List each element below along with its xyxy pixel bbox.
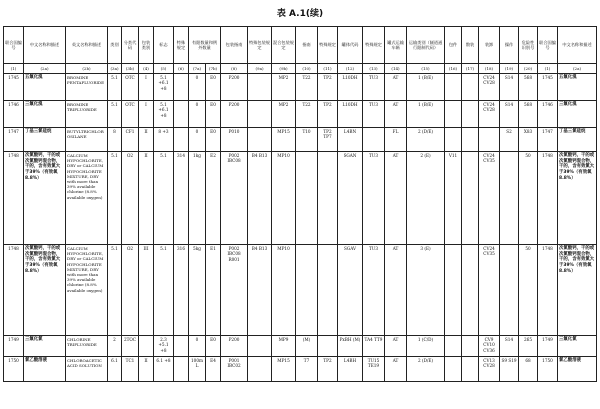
- cell-c10: T22: [296, 74, 318, 101]
- cell-c4: II: [139, 357, 154, 382]
- cell-c3b: O2: [122, 245, 139, 336]
- cell-un: 1748: [4, 245, 24, 336]
- cell-c9a: [248, 128, 272, 152]
- cell-c7a: 0: [189, 74, 206, 101]
- cell-en: BUTYLTRICHLOROSILANE: [66, 128, 108, 152]
- table-row: [4, 357, 597, 382]
- cell-c5: 5.1: [154, 152, 174, 245]
- cell-c8: P002 IBC08: [221, 152, 248, 245]
- cell-c16: [445, 245, 462, 336]
- cell-c17: [462, 128, 479, 152]
- cell-cn: 次氯酸钙，干的或次氯酸钙混合物，干的，含有效氯大于39%（有效氧8.8%）: [24, 245, 66, 336]
- header-pack-special: 特殊包装规定: [248, 27, 272, 64]
- cell-c17: [462, 74, 479, 101]
- cell-c14: AT: [385, 357, 407, 382]
- cell-c7a: 0: [189, 128, 206, 152]
- cell-c16: [445, 101, 462, 128]
- cell-en: BROMINE PENTAFLUORIDE: [66, 74, 108, 101]
- cell-c5: 8 +3: [154, 128, 174, 152]
- cell-c17: [462, 245, 479, 336]
- cell-c3b: 2TOC: [122, 336, 139, 357]
- cell-c5: 6.1 +8: [154, 357, 174, 382]
- cell-c5: 5.1: [154, 245, 174, 336]
- cell-c1b: 1745: [538, 74, 558, 101]
- cell-c2b: 三氟化溴: [558, 101, 597, 128]
- cell-c12: L4BN: [338, 128, 363, 152]
- cell-c12: L4BH: [338, 357, 363, 382]
- cell-cn: 五氟化溴: [24, 74, 66, 101]
- cell-c16: [445, 336, 462, 357]
- cell-c15: 1 (B/E): [407, 101, 445, 128]
- column-number: (2a): [24, 64, 66, 74]
- cell-c13: TU3: [363, 74, 385, 101]
- cell-en: CHLORINE TRIFLUORIDE: [66, 336, 108, 357]
- cell-c2b: 次氯酸钙，干的或次氯酸钙混合物，干的，含有效氯大于39%（有效氧8.8%）: [558, 245, 597, 336]
- cell-c20: 50: [519, 152, 538, 245]
- column-number: (9b): [272, 64, 296, 74]
- cell-c17: [462, 101, 479, 128]
- cell-c3b: O2: [122, 152, 139, 245]
- cell-c7b: E0: [206, 128, 221, 152]
- cell-c8: P002 IBC08 R001: [221, 245, 248, 336]
- cell-c9b: MP10: [272, 245, 296, 336]
- cell-c7a: 0: [189, 336, 206, 357]
- cell-c7b: E0: [206, 101, 221, 128]
- cell-c6: [174, 357, 189, 382]
- cell-c13: TU3: [363, 152, 385, 245]
- column-number: (14): [385, 64, 407, 74]
- cell-c7a: 5kg: [189, 245, 206, 336]
- header-ts-bulk: 散装: [462, 27, 479, 64]
- cell-c20: 50: [519, 245, 538, 336]
- cell-c11: TP2 TP7: [318, 128, 338, 152]
- cell-c4: II: [139, 128, 154, 152]
- cell-c19: [500, 152, 519, 245]
- cell-c13: [363, 128, 385, 152]
- cell-c7b: E0: [206, 74, 221, 101]
- header-transport-cat: 运输类别（隧道通行限制代码）: [407, 27, 445, 64]
- header-ts-pack: 包件: [445, 27, 462, 64]
- cell-c10: T10: [296, 128, 318, 152]
- cell-c10: T22: [296, 101, 318, 128]
- cell-c15: 1 (B/E): [407, 74, 445, 101]
- cell-c5: 5.1 +6.1 +8: [154, 74, 174, 101]
- cell-c8: P200: [221, 101, 248, 128]
- cell-c16: V11: [445, 152, 462, 245]
- column-number: (4): [139, 64, 154, 74]
- cell-c3a: 2: [108, 336, 122, 357]
- cell-c1b: 1750: [538, 357, 558, 382]
- cell-c11: [318, 152, 338, 245]
- cell-c4: I: [139, 101, 154, 128]
- header-mixed: 混合包装规定: [272, 27, 296, 64]
- cell-c7b: E1: [206, 245, 221, 336]
- column-number: (12): [338, 64, 363, 74]
- cell-c20: 68: [519, 357, 538, 382]
- cell-c18: CV9 CV10 CV36: [479, 336, 500, 357]
- column-number: (19): [500, 64, 519, 74]
- cell-c16: [445, 74, 462, 101]
- cell-c3b: TC1: [122, 357, 139, 382]
- cell-c10: (M): [296, 336, 318, 357]
- cell-c14: AT: [385, 74, 407, 101]
- cell-c7a: 0: [189, 101, 206, 128]
- column-number: (1): [538, 64, 558, 74]
- header-vehicle: 罐式运输车辆: [385, 27, 407, 64]
- cell-c15: 2 (E): [407, 152, 445, 245]
- cell-c11: [318, 336, 338, 357]
- cell-c16: [445, 128, 462, 152]
- cell-c4: [139, 336, 154, 357]
- cell-c15: 3 (E): [407, 245, 445, 336]
- cell-c12: SGAN: [338, 152, 363, 245]
- cell-c17: [462, 357, 479, 382]
- cell-c17: [462, 336, 479, 357]
- cell-c18: [479, 128, 500, 152]
- cell-en: CHLOROACETIC ACID SOLUTION: [66, 357, 108, 382]
- cell-c3b: OTC: [122, 101, 139, 128]
- cell-c14: AT: [385, 152, 407, 245]
- cell-c8: P001 IBC02: [221, 357, 248, 382]
- column-number: (2a): [558, 64, 597, 74]
- cell-c8: P200: [221, 336, 248, 357]
- cell-c9a: B4 B13: [248, 245, 272, 336]
- header-special: 特殊规定: [174, 27, 189, 64]
- column-number: (17): [462, 64, 479, 74]
- column-number-row: [4, 64, 597, 74]
- table-row: [4, 128, 597, 152]
- cell-c1b: 1747: [538, 128, 558, 152]
- cell-un: 1746: [4, 101, 24, 128]
- header-hazard-id: 危险性识别号: [519, 27, 538, 64]
- header-ts-load: 装卸: [479, 27, 500, 64]
- cell-c15: 1 (C/D): [407, 336, 445, 357]
- header-un-no: 联合国编号: [4, 27, 24, 64]
- table-row: [4, 245, 597, 336]
- cell-c3a: 5.1: [108, 152, 122, 245]
- cell-c2b: 氯乙酸溶液: [558, 357, 597, 382]
- cell-c3a: 5.1: [108, 101, 122, 128]
- cell-c19: [500, 245, 519, 336]
- cell-c19: S14: [500, 336, 519, 357]
- cell-c20: 265: [519, 336, 538, 357]
- cell-c14: AT: [385, 245, 407, 336]
- cell-cn: 氯乙酸溶液: [24, 357, 66, 382]
- cell-c19: S14: [500, 74, 519, 101]
- column-number: (3b): [122, 64, 139, 74]
- table-row: [4, 74, 597, 101]
- cell-c10: [296, 152, 318, 245]
- cell-c14: AT: [385, 101, 407, 128]
- column-number: (7b): [206, 64, 221, 74]
- cell-c19: S14: [500, 101, 519, 128]
- cell-c12: SGAV: [338, 245, 363, 336]
- column-number: (10): [296, 64, 318, 74]
- dangerous-goods-table: [3, 26, 597, 382]
- cell-c14: AT: [385, 336, 407, 357]
- cell-c7b: E4: [206, 357, 221, 382]
- cell-c15: 2 (D/E): [407, 357, 445, 382]
- cell-c3b: CF1: [122, 128, 139, 152]
- cell-cn: 三氟化溴: [24, 101, 66, 128]
- cell-c20: 568: [519, 101, 538, 128]
- cell-c13: TA4 TT9: [363, 336, 385, 357]
- cell-c18: CV24 CV28: [479, 74, 500, 101]
- cell-c3a: 8: [108, 128, 122, 152]
- column-number: (2b): [66, 64, 108, 74]
- cell-un: 1750: [4, 357, 24, 382]
- cell-un: 1747: [4, 128, 24, 152]
- header-class-code: 分类代码: [122, 27, 139, 64]
- cell-c18: CV24 CV35: [479, 152, 500, 245]
- header-tank-code: 罐体代码: [338, 27, 363, 64]
- cell-c13: TU3: [363, 101, 385, 128]
- cell-c6: [174, 336, 189, 357]
- column-number: (6): [174, 64, 189, 74]
- cell-c12: PxBH (M): [338, 336, 363, 357]
- header-limited: 有限数量和例外数量: [189, 27, 221, 64]
- cell-c11: [318, 245, 338, 336]
- cell-c9b: MP2: [272, 101, 296, 128]
- cell-c7a: 1kg: [189, 152, 206, 245]
- cell-un: 1749: [4, 336, 24, 357]
- cell-c3a: 5.1: [108, 74, 122, 101]
- header-pack-instr: 包装指南: [221, 27, 248, 64]
- header-label: 标志: [154, 27, 174, 64]
- cell-c10: [296, 245, 318, 336]
- cell-un: 1745: [4, 74, 24, 101]
- header-pack-group: 包装类别: [139, 27, 154, 64]
- cell-c4: II: [139, 152, 154, 245]
- cell-c13: TU3: [363, 245, 385, 336]
- cell-cn: 次氯酸钙，干的或次氯酸钙混合物，干的，含有效氯大于39%（有效氧8.8%）: [24, 152, 66, 245]
- header-ts-op: 操作: [500, 27, 519, 64]
- cell-c12: L10DH: [338, 101, 363, 128]
- cell-c7b: E0: [206, 336, 221, 357]
- cell-c5: 2.3 +5.1 +8: [154, 336, 174, 357]
- cell-c14: FL: [385, 128, 407, 152]
- column-number: (5): [154, 64, 174, 74]
- header-port-special: 特殊规定: [318, 27, 338, 64]
- cell-c3b: OTC: [122, 74, 139, 101]
- cell-c9a: [248, 336, 272, 357]
- cell-c9a: B4 B13: [248, 152, 272, 245]
- column-number: (13): [363, 64, 385, 74]
- cell-c16: [445, 357, 462, 382]
- cell-c6: 316: [174, 245, 189, 336]
- cell-c11: TP2: [318, 357, 338, 382]
- header-class: 类别: [108, 27, 122, 64]
- cell-c3a: 5.1: [108, 245, 122, 336]
- cell-c2b: 五氟化溴: [558, 74, 597, 101]
- cell-c4: III: [139, 245, 154, 336]
- cell-c9a: [248, 74, 272, 101]
- cell-c4: I: [139, 74, 154, 101]
- cell-c13: TU15 TE19: [363, 357, 385, 382]
- table-row: [4, 101, 597, 128]
- column-number: (16): [445, 64, 462, 74]
- cell-en: BROMINE TRIFLUORIDE: [66, 101, 108, 128]
- cell-c6: [174, 74, 189, 101]
- cell-cn: 丁基三氯硅烷: [24, 128, 66, 152]
- cell-c2b: 三氟化氯: [558, 336, 597, 357]
- cell-en: CALCIUM HYPOCHLORITE, DRY or CALCIUM HYPOCHLORITE MIXTURE, DRY with more than 39% available chlorine (8.8% available oxygen): [66, 152, 108, 245]
- cell-c11: TP2: [318, 101, 338, 128]
- cell-c7b: E2: [206, 152, 221, 245]
- cell-c18: CV24 CV28: [479, 101, 500, 128]
- table-row: [4, 152, 597, 245]
- cell-c10: T7: [296, 357, 318, 382]
- cell-c19: S9 S19: [500, 357, 519, 382]
- cell-c2b: 次氯酸钙，干的或次氯酸钙混合物，干的，含有效氯大于39%（有效氧8.8%）: [558, 152, 597, 245]
- column-number: (3a): [108, 64, 122, 74]
- column-number: (9a): [248, 64, 272, 74]
- cell-c6: [174, 128, 189, 152]
- cell-c20: 568: [519, 74, 538, 101]
- table-title: 表 A.1(续): [276, 9, 324, 19]
- header-en-name: 英文名称和描述: [66, 27, 108, 64]
- column-number: (1): [4, 64, 24, 74]
- cell-c15: 2 (D/E): [407, 128, 445, 152]
- column-number: (8): [221, 64, 248, 74]
- cell-c2b: 丁基三氯硅烷: [558, 128, 597, 152]
- header-un-no-2: 联合国编号: [538, 27, 558, 64]
- cell-c18: CV24 CV35: [479, 245, 500, 336]
- cell-c1b: 1748: [538, 152, 558, 245]
- cell-c9b: MP15: [272, 128, 296, 152]
- cell-c6: [174, 101, 189, 128]
- cell-c5: 5.1 +6.1 +8: [154, 101, 174, 128]
- header-port-instr: 指南: [296, 27, 318, 64]
- column-number: (18): [479, 64, 500, 74]
- cell-un: 1748: [4, 152, 24, 245]
- cell-c9b: MP2: [272, 74, 296, 101]
- cell-c11: TP2: [318, 74, 338, 101]
- column-number: (15): [407, 64, 445, 74]
- cell-c8: P010: [221, 128, 248, 152]
- cell-c12: L10DH: [338, 74, 363, 101]
- cell-c6: 314: [174, 152, 189, 245]
- cell-c19: S2: [500, 128, 519, 152]
- cell-c1b: 1749: [538, 336, 558, 357]
- table-row: [4, 336, 597, 357]
- header-cn-name-2: 中文名称和描述: [558, 27, 597, 64]
- cell-c1b: 1746: [538, 101, 558, 128]
- cell-c9a: [248, 101, 272, 128]
- cell-c1b: 1748: [538, 245, 558, 336]
- cell-en: CALCIUM HYPOCHLORITE, DRY or CALCIUM HYPOCHLORITE MIXTURE, DRY with more than 39% available chlorine (8.8% available oxygen): [66, 245, 108, 336]
- cell-c18: CV13 CV28: [479, 357, 500, 382]
- cell-c3a: 6.1: [108, 357, 122, 382]
- cell-c20: X83: [519, 128, 538, 152]
- header-cn-name: 中文名称和描述: [24, 27, 66, 64]
- column-number: (20): [519, 64, 538, 74]
- cell-cn: 三氟化氯: [24, 336, 66, 357]
- cell-c9b: MP9: [272, 336, 296, 357]
- column-number: (7a): [189, 64, 206, 74]
- cell-c17: [462, 152, 479, 245]
- cell-c9b: MP15: [272, 357, 296, 382]
- cell-c7a: 100mL: [189, 357, 206, 382]
- cell-c9a: [248, 357, 272, 382]
- column-number: (11): [318, 64, 338, 74]
- cell-c8: P200: [221, 74, 248, 101]
- header-tank-special: 特殊规定: [363, 27, 385, 64]
- cell-c9b: MP10: [272, 152, 296, 245]
